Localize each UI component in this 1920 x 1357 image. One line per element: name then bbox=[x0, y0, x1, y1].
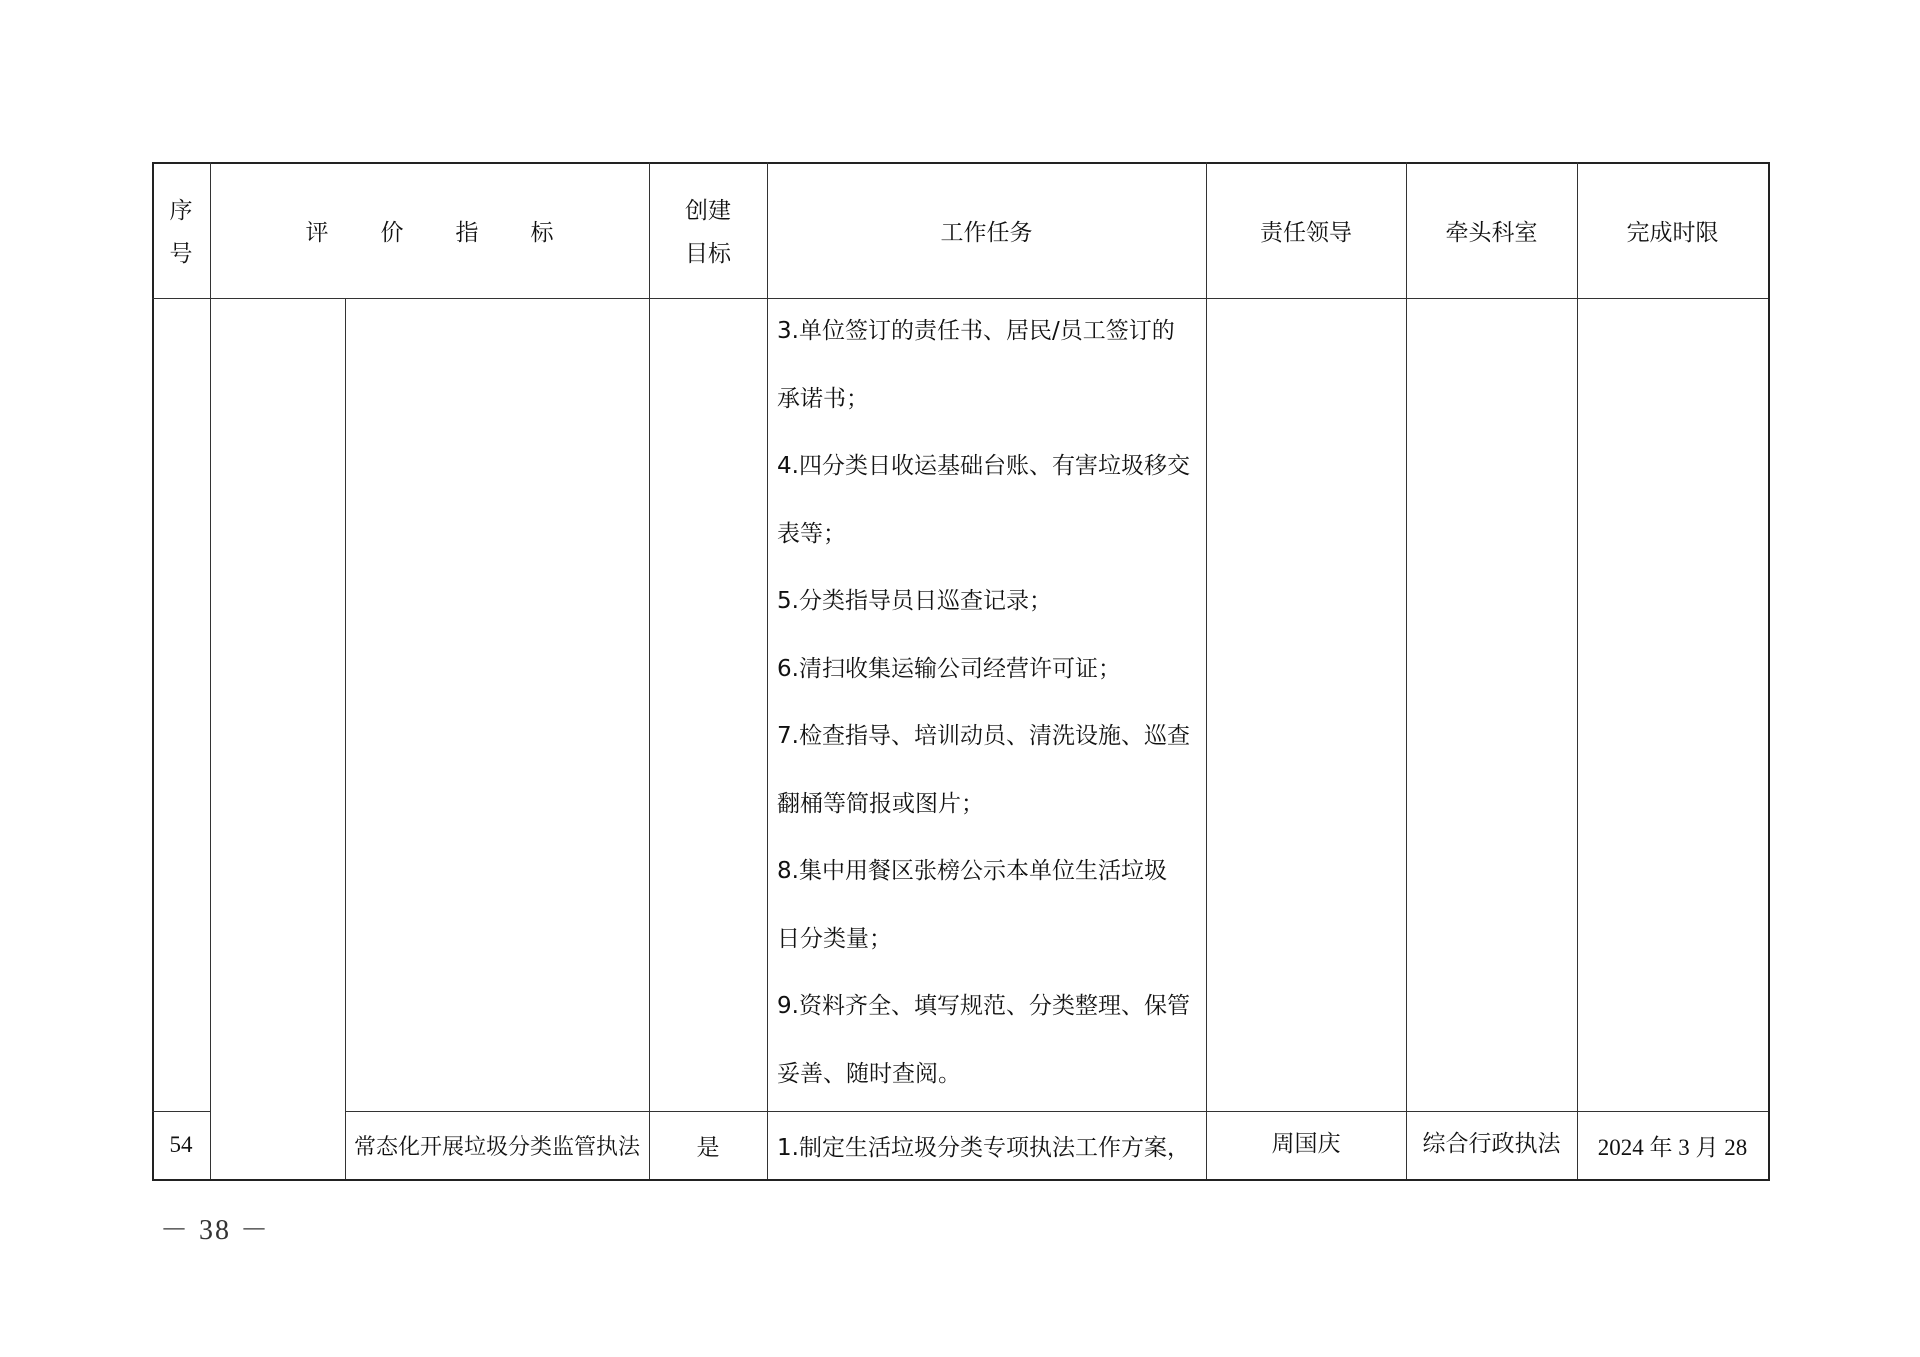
row54-leader-label: 周国庆 bbox=[1271, 1130, 1341, 1157]
row54-dept bbox=[1406, 1111, 1577, 1171]
row54-target bbox=[649, 1111, 767, 1179]
col-divider bbox=[345, 298, 346, 1179]
task-line: 8.集中用餐区张榜公示本单位生活垃圾 bbox=[777, 858, 1167, 884]
header-indicator bbox=[210, 162, 649, 298]
task-line: 妥善、随时查阅。 bbox=[777, 1060, 961, 1087]
header-seq-bottom: 号 bbox=[169, 241, 193, 267]
task-line: 7.检查指导、培训动员、清洗设施、巡查 bbox=[777, 723, 1190, 749]
task-line: 6.清扫收集运输公司经营许可证； bbox=[777, 655, 1121, 682]
header-task-label: 工作任务 bbox=[940, 219, 1033, 246]
header-leader bbox=[1206, 162, 1406, 298]
row54-deadline-label: 2024 年 3 月 28 bbox=[1597, 1134, 1748, 1160]
col-divider bbox=[1577, 162, 1578, 1179]
row54-deadline bbox=[1577, 1111, 1768, 1179]
row54-task-label: 1.制定生活垃圾分类专项执法工作方案， bbox=[777, 1134, 1190, 1161]
row54-leader bbox=[1206, 1111, 1406, 1171]
header-indicator-char: 评 bbox=[305, 219, 329, 246]
header-target-bottom: 目标 bbox=[685, 241, 731, 267]
task-line: 5.分类指导员日巡查记录； bbox=[777, 588, 1052, 614]
header-dept bbox=[1406, 162, 1577, 298]
header-deadline bbox=[1577, 162, 1768, 298]
task-line: 翻桶等简报或图片； bbox=[777, 790, 984, 817]
col-divider bbox=[767, 162, 768, 1179]
header-target bbox=[649, 162, 767, 298]
task-line: 表等； bbox=[777, 520, 846, 547]
header-indicator-char: 指 bbox=[455, 219, 479, 246]
header-leader-label: 责任领导 bbox=[1260, 219, 1352, 246]
task-line: 日分类量； bbox=[777, 925, 892, 952]
row54-task bbox=[767, 1111, 1206, 1179]
header-seq-top: 序 bbox=[169, 198, 193, 224]
header-indicator-char: 标 bbox=[530, 219, 554, 246]
header-task bbox=[767, 162, 1206, 298]
task-line: 4.四分类日收运基础台账、有害垃圾移交 bbox=[777, 453, 1190, 479]
task-line: 9.资料齐全、填写规范、分类整理、保管 bbox=[777, 993, 1190, 1019]
col-divider bbox=[649, 162, 650, 1179]
header-target-top: 创建 bbox=[685, 198, 731, 224]
col-divider bbox=[1406, 162, 1407, 1179]
row54-target-label: 是 bbox=[696, 1134, 720, 1161]
page-number: － 38 － bbox=[160, 1215, 271, 1246]
row54-indicator bbox=[345, 1111, 649, 1179]
row54-seq bbox=[152, 1111, 210, 1179]
task-line: 3.单位签订的责任书、居民/员工签订的 bbox=[777, 318, 1175, 344]
header-dept-label: 牵头科室 bbox=[1445, 219, 1538, 246]
task-line: 承诺书； bbox=[777, 385, 869, 412]
row54-indicator-label: 常态化开展垃圾分类监管执法 bbox=[353, 1134, 640, 1160]
evaluation-table bbox=[152, 162, 1770, 1181]
header-indicator-char: 价 bbox=[380, 219, 404, 246]
col-divider bbox=[210, 162, 211, 1179]
row54-seq-label: 54 bbox=[169, 1132, 193, 1157]
continued-task-list bbox=[777, 298, 1207, 1108]
row54-dept-label: 综合行政执法 bbox=[1422, 1130, 1561, 1157]
header-deadline-label: 完成时限 bbox=[1626, 219, 1719, 246]
header-seq bbox=[152, 162, 210, 298]
